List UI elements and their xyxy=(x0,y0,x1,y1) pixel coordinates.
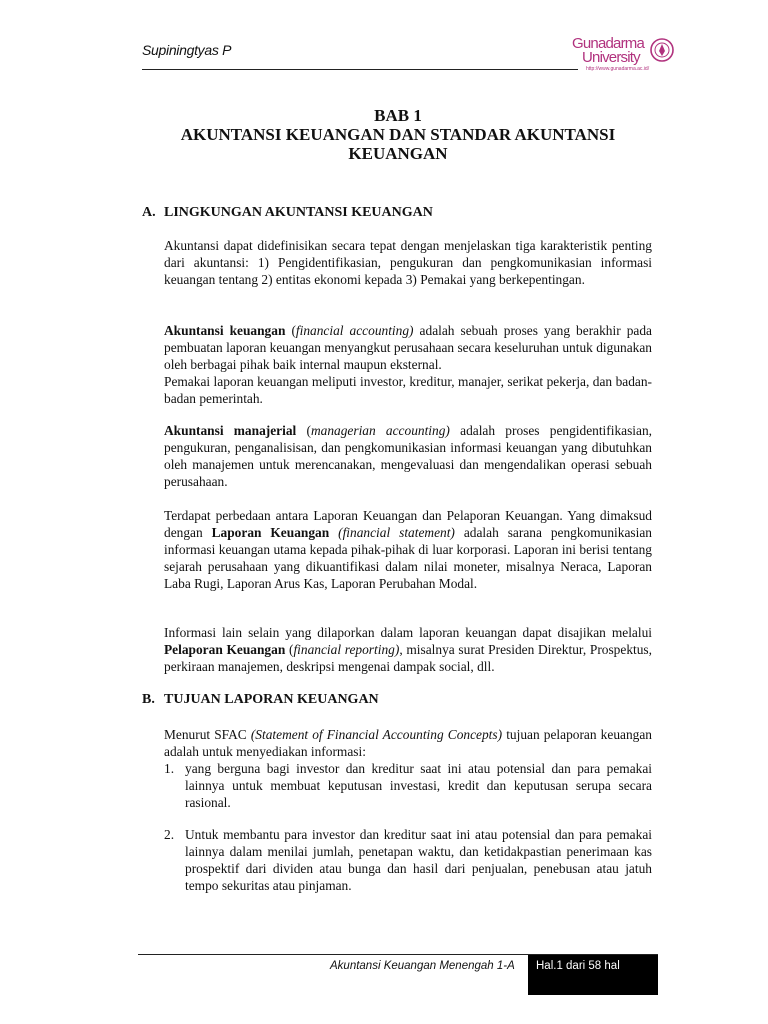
list-item xyxy=(164,760,652,811)
term-financial-accounting: Akuntansi keuangan xyxy=(164,323,286,338)
paragraph-text: adalah sarana pengkomunikasian informasi keuangan utama kepada pihak-pihak di luar korporasi. Laporan ini berisi tentang sejarah perusahaan yang dikuantifikasi dalam nilai moneter, misalnya Neraca, Laporan Laba Rugi, Laporan Arus Kas, Laporan Perubahan Modal. xyxy=(164,525,652,591)
paragraph-text-users: Pemakai laporan keuangan meliputi investor, kreditur, manajer, serikat pekerja, dan badan-badan pemerintah. xyxy=(164,374,652,406)
author-name: Supiningtyas P xyxy=(142,42,232,58)
paragraph-text: , misalnya surat Presiden Direktur, Prospektus, perkiraan manajemen, deskripsi mengenai dampak social, dll. xyxy=(164,642,652,674)
english-term: financial accounting) xyxy=(295,323,414,338)
logo-wordmark-line1: Gunadarma xyxy=(572,35,645,52)
section-a-title: LINGKUNGAN AKUNTANSI KEUANGAN xyxy=(164,205,433,220)
paragraph-text: Informasi lain selain yang dilaporkan dalam laporan keuangan dapat disajikan melalui xyxy=(164,625,652,640)
footer-page-number: Hal.1 dari 58 hal xyxy=(528,955,658,995)
university-logo xyxy=(572,36,676,76)
paren: ( xyxy=(296,423,311,438)
term-financial-reporting: Pelaporan Keuangan xyxy=(164,642,286,657)
logo-tagline: http://www.gunadarma.ac.id/ xyxy=(586,66,650,72)
paragraph-financial-accounting xyxy=(164,322,652,407)
english-term: financial reporting) xyxy=(293,642,400,657)
paragraph-definition: Akuntansi dapat didefinisikan secara tepat dengan menjelaskan tiga karakteristik penting dari akuntansi: 1) Pengidentifikasian, pengukuran dan pengkomunikasian informasi keuangan tentang 2) entitas ekonomi kepada 3) Pemakai yang berkepentingan. xyxy=(164,238,652,287)
paragraph-financial-statement xyxy=(164,507,652,592)
section-b-letter: B. xyxy=(142,692,155,707)
paragraph-text: tujuan pelaporan keuangan adalah untuk menyediakan informasi: xyxy=(164,727,652,759)
university-seal-icon xyxy=(650,38,674,62)
english-term: (financial statement) xyxy=(329,525,455,540)
header-divider xyxy=(142,69,578,70)
paragraph-financial-reporting xyxy=(164,624,652,675)
chapter-label: BAB 1 xyxy=(374,106,422,125)
english-term: managerian accounting) xyxy=(310,423,450,438)
section-b-heading xyxy=(142,692,379,708)
list-item-text: yang berguna bagi investor dan kreditur saat ini atau potensial dan para pemakai lainnya untuk membuat keputusan investasi, kredit dan keputusan serupa secara rasional. xyxy=(185,761,652,810)
paragraph-sfac-intro xyxy=(164,726,652,760)
chapter-title-line1: AKUNTANSI KEUANGAN DAN STANDAR AKUNTANSI xyxy=(180,125,616,144)
section-a-letter: A. xyxy=(142,205,156,220)
english-term: (Statement of Financial Accounting Concepts) xyxy=(250,727,503,742)
footer-course-title: Akuntansi Keuangan Menengah 1-A xyxy=(330,960,515,972)
term-managerial-accounting: Akuntansi manajerial xyxy=(164,423,297,438)
section-a-heading xyxy=(142,205,433,221)
logo-wordmark-line2: University xyxy=(582,49,640,66)
paragraph-managerial-accounting xyxy=(164,422,652,490)
list-item-text: Untuk membantu para investor dan kreditur saat ini atau potensial dan para pemakai lainnya dalam menilai jumlah, penetapan waktu, dan ketidakpastian penerimaan kas prospektif dari dividen atau bunga dan hasil dari penjualan, penebusan atau jatuh tempo sekuritas atau pinjaman. xyxy=(185,827,652,893)
list-item xyxy=(164,826,652,894)
paren: ( xyxy=(285,642,294,657)
list-item-number: 2. xyxy=(164,827,175,842)
list-item-number: 1. xyxy=(164,761,175,776)
chapter-title-block xyxy=(142,106,654,163)
chapter-title-line2: KEUANGAN xyxy=(348,144,448,163)
paragraph-text: adalah sebuah proses yang berakhir pada pembuatan laporan keuangan menyangkut perusahaan secara keseluruhan untuk digunakan oleh berbagai pihak baik internal maupun eksternal. xyxy=(164,323,652,372)
section-b-title: TUJUAN LAPORAN KEUANGAN xyxy=(164,692,379,707)
term-financial-statement: Laporan Keuangan xyxy=(211,525,330,540)
paragraph-text: adalah proses pengidentifikasian, pengukuran, penganalisisan, dan pengkomunikasian informasi keuangan yang dibutuhkan oleh manajemen untuk merencanakan, mengevaluasi dan mengendalikan operasi sebuah perusahaan. xyxy=(164,423,653,489)
paragraph-text: Terdapat perbedaan antara Laporan Keuangan dan Pelaporan Keuangan. Yang dimaksud dengan xyxy=(164,508,652,540)
paragraph-text: Menurut SFAC xyxy=(164,727,251,742)
paren: ( xyxy=(285,323,296,338)
